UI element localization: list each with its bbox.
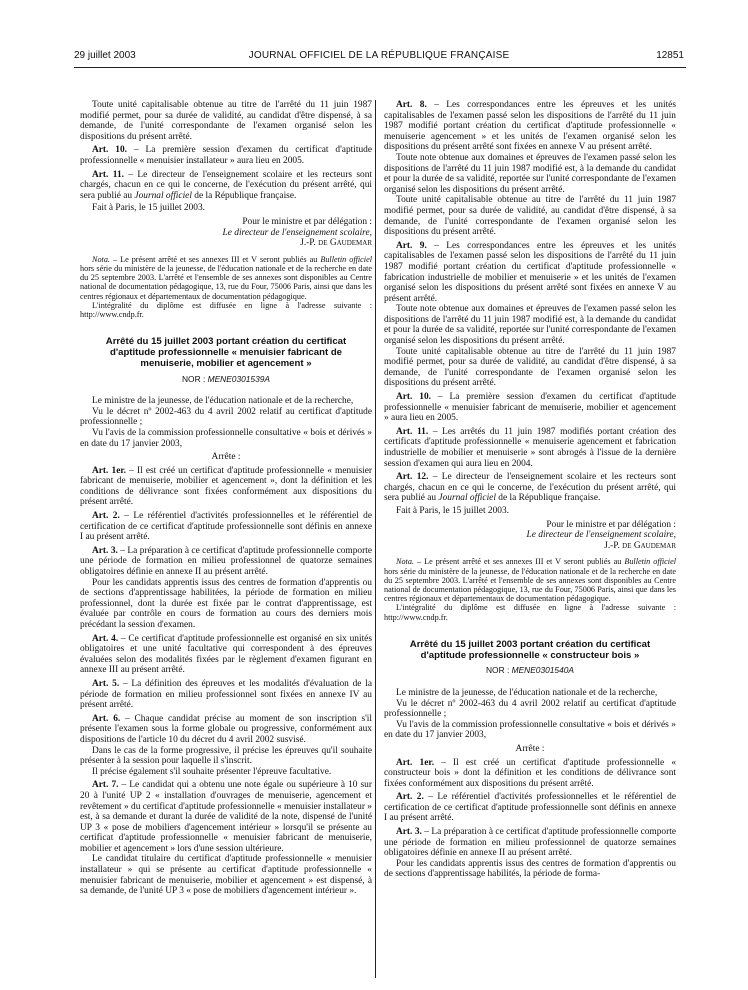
signature-block (384, 520, 676, 552)
page-number: 12851 (656, 50, 684, 61)
article-10 (384, 392, 676, 424)
header-rule (74, 67, 686, 68)
page-header (74, 50, 684, 66)
arrete-title: Arrêté du 15 juillet 2003 portant création du certificat d'aptitude professionnelle « constructeur bois » (409, 638, 651, 661)
nota-text-2: hors série du ministère de la jeunesse, de l'éducation nationale et de la recherche en date du 25 septembre 2003. L'arrêté et l'ensemble de ses annexes sont disponibles au Centre national de documentation pédagogique, 13, rue du Four, 75006 Paris, ainsi que dans les centres régionaux et départementaux de documentation pédagogique. (384, 566, 676, 604)
nota-block (80, 255, 372, 319)
nor-label: NOR : (182, 373, 208, 384)
paragraph: Pour les candidats apprentis issus des centres de formation d'apprentis ou de sections d'apprentissage habilitées, la période de formation en milieu professionnel, dont la durée est fixée par le contrat d'apprentissage, est évaluée par contrôle en cours de formation au cours des derniers mois précédant la session d'examen. (80, 577, 372, 630)
nota-paragraph (80, 255, 372, 301)
article-text: – La première session d'examen du certificat d'aptitude professionnelle « menuisier fabricant de menuiserie, mobilier et agencement » aura lieu en 2005. (384, 392, 676, 424)
article-text: – Chaque candidat précise au moment de son inscription s'il présente l'examen sous la forme globale ou progressive, conformément aux dispositions de l'article 10 du décret du 4 avril 2002 susvisé. (80, 713, 372, 745)
nota-label: Nota. (92, 254, 110, 264)
nor-code: MENE0301540A (511, 665, 574, 676)
bulletin-name: Bulletin officiel (624, 557, 676, 567)
paragraph: Toute unité capitalisable obtenue au titre de l'arrêté du 11 juin 1987 modifié permet, pour sa durée de validité, au candidat d'être dispensé, à sa demande, de l'unité correspondante de l'examen organisé selon les dispositions du présent arrêté. (384, 195, 676, 238)
article-2 (384, 792, 676, 824)
signature-name: J.-P. de Gaudemar (300, 238, 372, 249)
paragraph: Dans le cas de la forme progressive, il précise les épreuves qu'il souhaite présenter à la session pour laquelle il s'inscrit. (80, 745, 372, 767)
nota-text: – Le présent arrêté et ses annexes III et V seront publiés au (413, 557, 625, 567)
signature-block (80, 217, 372, 249)
journal-name: Journal officiel (438, 493, 496, 504)
article-label: Art. 6. (92, 713, 121, 724)
minister: Le ministre de la jeunesse, de l'éducation nationale et de la recherche, (396, 687, 658, 698)
signature-title: Le directeur de l'enseignement scolaire, (222, 227, 372, 238)
article-text: – Le référentiel d'activités professionnelles et le référentiel de certification de ce certificat d'aptitude professionnelle sont définis en annexe I au présent arrêté. (384, 792, 676, 824)
journal-name: Journal officiel (134, 190, 192, 201)
article-7 (80, 780, 372, 854)
article-text: – Il est créé un certificat d'aptitude professionnelle « menuisier fabricant de menuiserie, mobilier et agencement », dont la définition et les conditions de délivrance sont fixées conformément aux dispositions du présent arrêté. (80, 465, 372, 508)
paragraph: Toute unité capitalisable obtenue au titre de l'arrêté du 11 juin 1987 modifié permet, pour sa durée de validité, au candidat d'être dispensé, à sa demande, de l'unité correspondante de l'examen organisé selon les dispositions du présent arrêté. (80, 100, 372, 142)
paragraph: Toute unité capitalisable obtenue au titre de l'arrêté du 11 juin 1987 modifié permet, pour sa durée de validité, au candidat d'être dispensé, à sa demande, de l'unité correspondante de l'examen organisé selon les dispositions du présent arrêté. (384, 346, 676, 389)
article-label: Art. 10. (92, 145, 128, 156)
article-label: Art. 2. (92, 511, 120, 522)
article-text: – Le directeur de l'enseignement scolaire et les recteurs sont chargés, chacun en ce qui le concerne, de l'exécution du présent arrêté, qui sera publié au (384, 472, 676, 504)
paragraph: Pour les candidats apprentis issus des centres de formation d'apprentis ou de sections d'apprentissage habilités, la période de forma- (384, 858, 676, 880)
article-1 (80, 466, 372, 508)
article-12 (384, 472, 676, 504)
nota-text: – Le présent arrêté et ses annexes III et V seront publiés au (109, 254, 321, 264)
article-text: – La définition des épreuves et les modalités d'évaluation de la période de formation en milieu professionnel sont fixées en annexe IV au présent arrêté. (80, 678, 372, 711)
nota-url: L'intégralité du diplôme est diffusée en ligne à l'adresse suivante : http://www.cndp.fr. (80, 300, 372, 319)
minister: Le ministre de la jeunesse, de l'éducation nationale et de la recherche, (92, 396, 354, 407)
bulletin-name: Bulletin officiel (320, 254, 372, 264)
paragraph: Le candidat titulaire du certificat d'aptitude professionnelle « menuisier installateur » qui se présente au certificat d'aptitude professionnelle « menuisier fabricant de menuiserie, mobilier et agencement » est dispensé, à sa demande, de l'unité UP 3 « pose de mobiliers d'agencement intérieur ». (80, 854, 372, 897)
vu-avis: Vu l'avis de la commission professionnelle consultative « bois et dérivés » en date du 17 janvier 2003, (80, 427, 372, 449)
arrete-word: Arrête : (515, 743, 545, 754)
article-text: – Les arrêtés du 11 juin 1987 modifiés portant création des certificats d'aptitude professionnelle « menuiserie agencement et fabrication industrielle de mobilier et menuiserie » sont abrogés à l'issue de la dernière session d'examen qui aura lieu en 2004. (384, 426, 676, 469)
article-text: – Le référentiel d'activités professionnelles et le référentiel de certification de ce certificat d'aptitude professionnelle sont définis en annexe I au présent arrêté. (80, 511, 372, 543)
article-4 (80, 634, 372, 676)
article-text-end: de la République française. (495, 493, 601, 504)
article-label: Art. 11. (92, 169, 124, 180)
article-text: – La préparation à ce certificat d'aptitude professionnelle comporte une période de formation en milieu professionnel de quatorze semaines obligatoires définie en annexe II au présent arrêté. (80, 545, 372, 578)
article-3 (384, 827, 676, 859)
article-2 (80, 511, 372, 543)
vu-avis: Vu l'avis de la commission professionnelle consultative « bois et dérivés » en date du 17 janvier 2003, (384, 719, 676, 741)
article-6 (80, 714, 372, 746)
arrete-title: Arrêté du 15 juillet 2003 portant création du certificat d'aptitude professionnelle « menuisier fabricant de menuiserie, mobilier et agencement » (105, 336, 347, 369)
article-label: Art. 8. (396, 100, 427, 110)
article-label: Art. 9. (396, 240, 427, 251)
vu-decret: Vu le décret nº 2002-463 du 4 avril 2002 relatif au certificat d'aptitude professionnelle ; (80, 406, 372, 428)
article-label: Art. 11. (396, 426, 429, 437)
nor-code: MENE0301539A (207, 373, 270, 384)
article-9 (384, 241, 676, 305)
column-divider (375, 100, 376, 978)
article-label: Art. 10. (396, 392, 432, 403)
nota-block (384, 557, 676, 621)
nor-reference (384, 665, 676, 676)
journal-title: JOURNAL OFFICIEL DE LA RÉPUBLIQUE FRANÇAISE (248, 50, 510, 61)
article-3 (80, 546, 372, 578)
signature-for: Pour le ministre et par délégation : (546, 519, 676, 530)
article-text: – Il est créé un certificat d'aptitude professionnelle « constructeur bois » dont la définition et les conditions de délivrance sont fixées conformément aux dispositions du présent arrêté. (384, 757, 676, 789)
article-1 (384, 758, 676, 790)
paragraph: Toute note obtenue aux domaines et épreuves de l'examen passé selon les dispositions de l'arrêté du 11 juin 1987 modifié est, à la demande du candidat et pour la durée de sa validité, reportée sur l'unité correspondante de l'examen organisé selon les dispositions du présent arrêté. (384, 304, 676, 347)
article-label: Art. 4. (92, 633, 119, 644)
paragraph: Il précise également s'il souhaite présenter l'épreuve facultative. (92, 766, 332, 777)
article-label: Art. 1er. (92, 465, 127, 476)
article-11 (80, 170, 372, 202)
article-text: – La préparation à ce certificat d'aptitude professionnelle comporte une période de formation en milieu professionnel de quatorze semaines obligatoires définie en annexe II au présent arrêté. (384, 827, 676, 859)
right-column (384, 100, 676, 980)
nota-text-2: hors série du ministère de la jeunesse, de l'éducation nationale et de la recherche en date du 25 septembre 2003. L'arrêté et l'ensemble de ses annexes sont disponibles au Centre national de documentation pédagogique, 13, rue du Four, 75006 Paris, ainsi que dans les centres régionaux et départementaux de documentation pédagogique. (80, 263, 372, 301)
article-8 (384, 100, 676, 153)
arrete-word: Arrête : (211, 452, 241, 463)
article-text-end: de la République française. (191, 190, 297, 201)
article-10 (80, 145, 372, 166)
header-date: 29 juillet 2003 (74, 50, 136, 61)
left-column (80, 100, 372, 980)
made-at: Fait à Paris, le 15 juillet 2003. (92, 203, 206, 214)
article-text: – La première session d'examen du certificat d'aptitude professionnelle « menuisier installateur » aura lieu en 2005. (80, 145, 372, 166)
article-label: Art. 7. (92, 780, 119, 791)
article-text: – Le directeur de l'enseignement scolaire et les recteurs sont chargés, chacun en ce qui le concerne, de l'exécution du présent arrêté, qui sera publié au (80, 169, 372, 201)
signature-name: J.-P. de Gaudemar (604, 540, 676, 551)
article-11 (384, 427, 676, 469)
nor-label: NOR : (486, 665, 512, 676)
nota-paragraph (384, 557, 676, 603)
made-at: Fait à Paris, le 15 juillet 2003. (396, 505, 510, 516)
article-text: – Les correspondances entre les épreuves et les unités capitalisables de l'examen passé selon les dispositions de l'arrêté du 11 juin 1987 modifié portant création du certificat d'aptitude professionnelle « fabrication industrielle de mobilier et menuiserie » et les unités de l'examen organisé selon les dispositions du présent arrêté sont fixées en annexe V au présent arrêté. (384, 240, 676, 304)
article-text: – Ce certificat d'aptitude professionnelle est organisé en six unités obligatoires et une unité facultative qui correspondent à des épreuves évaluées selon des modalités fixées par le règlement d'examen figurant en annexe III au présent arrêté. (80, 633, 372, 676)
article-text: – Les correspondances entre les épreuves et les unités capitalisables de l'examen passé selon les dispositions de l'arrêté du 11 juin 1987 modifié portant création du certificat d'aptitude professionnelle « menuiserie agencement » et les unités de l'examen organisé selon les dispositions du présent arrêté sont fixées en annexe V au présent arrêté. (384, 100, 676, 153)
nota-label: Nota. (396, 557, 414, 567)
nor-reference (80, 374, 372, 385)
signature-title: Le directeur de l'enseignement scolaire, (526, 530, 676, 541)
article-label: Art. 1er. (396, 757, 435, 768)
article-label: Art. 3. (92, 545, 118, 556)
article-label: Art. 12. (396, 472, 429, 483)
nota-url: L'intégralité du diplôme est diffusée en ligne à l'adresse suivante : http://www.cndp.fr. (384, 603, 676, 622)
signature-for: Pour le ministre et par délégation : (242, 216, 372, 227)
article-label: Art. 3. (396, 827, 422, 838)
article-label: Art. 5. (92, 678, 120, 689)
article-5 (80, 679, 372, 711)
article-text: – Le candidat qui a obtenu une note égale ou supérieure à 10 sur 20 à l'unité UP 2 « installation d'ouvrages de menuiserie, agencement et revêtement » du certificat d'aptitude professionnelle « menuisier installateur » est, à sa demande et durant la durée de validité de la note, dispensé de l'unité UP 3 « pose de mobiliers d'agencement intérieur » lorsqu'il se présente au certificat d'aptitude professionnelle « menuisier fabricant de menuiserie, mobilier et agencement » lors d'une session ultérieure. (80, 780, 372, 854)
article-label: Art. 2. (396, 792, 424, 803)
vu-decret: Vu le décret nº 2002-463 du 4 avril 2002 relatif au certificat d'aptitude professionnelle ; (384, 698, 676, 720)
paragraph: Toute note obtenue aux domaines et épreuves de l'examen passé selon les dispositions de l'arrêté du 11 juin 1987 modifié est, à la demande du candidat et pour la durée de sa validité, reportée sur l'unité correspondante de l'examen organisé selon les dispositions du présent arrêté. (384, 152, 676, 195)
